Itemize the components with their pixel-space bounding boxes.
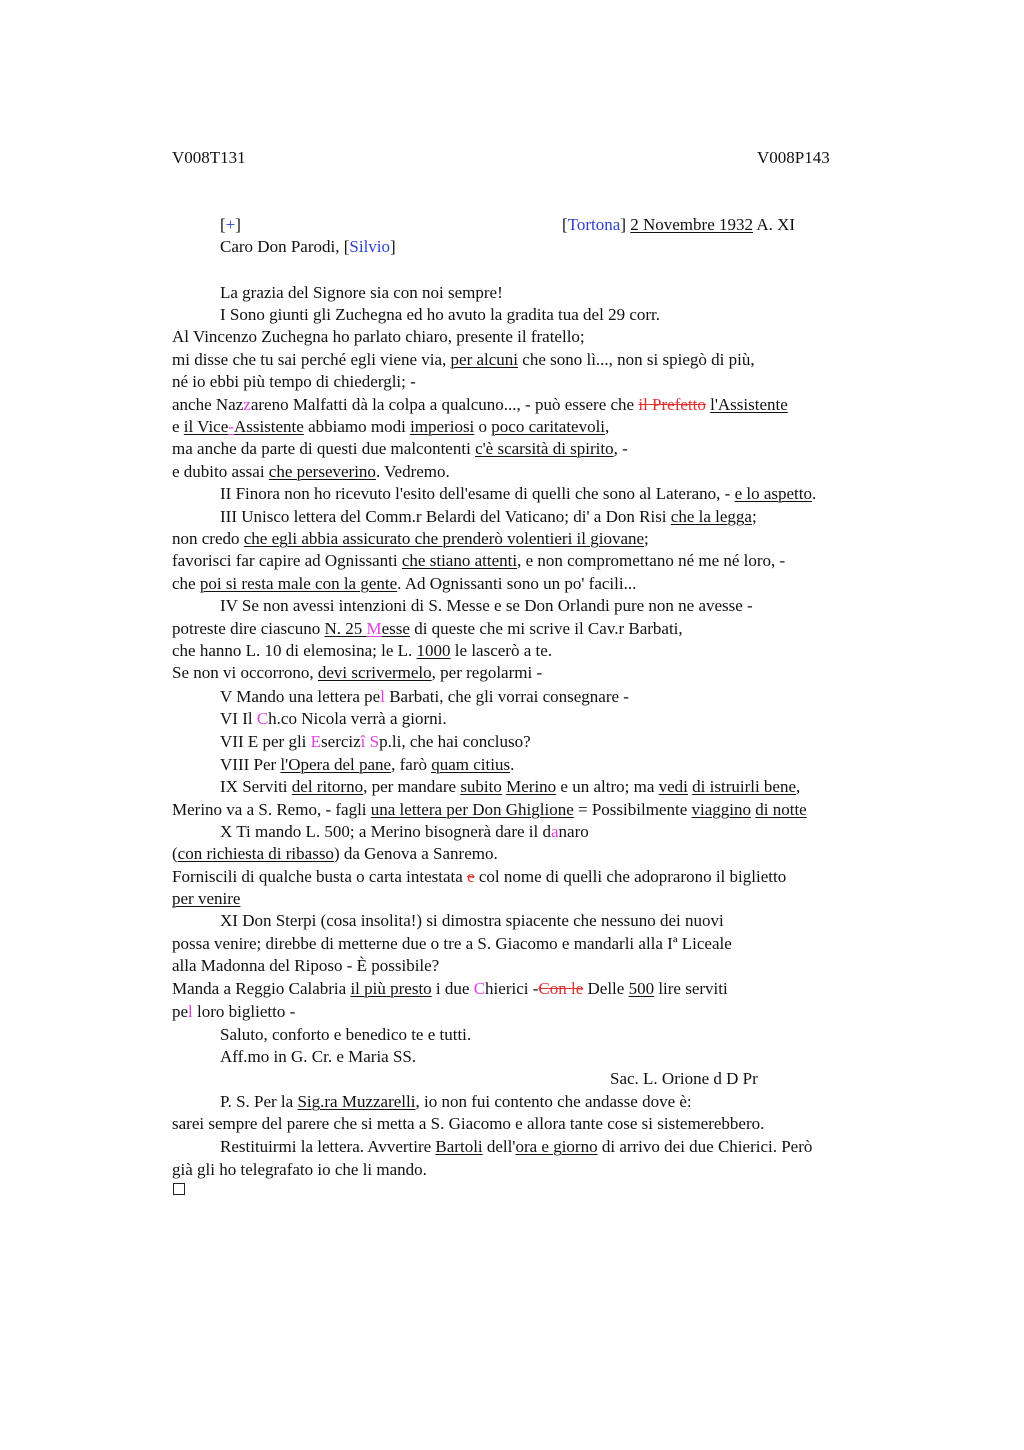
body-line: per venire	[172, 889, 241, 908]
body-line: pel loro biglietto -	[172, 1002, 296, 1021]
body-line: I Sono giunti gli Zuchegna ed ho avuto la gradita tua del 29 corr.	[220, 305, 660, 324]
closing-formula: Aff.mo in G. Cr. e Maria SS.	[220, 1047, 417, 1066]
letter-place-date: [Tortona] 2 Novembre 1932 A. XI	[562, 215, 796, 234]
body-line: VIII Per l'Opera del pane, farò quam citius.	[220, 755, 515, 774]
square-end-mark-icon	[173, 1183, 185, 1195]
postscript-line: P. S. Per la Sig.ra Muzzarelli, io non fui contento che andasse dove è:	[220, 1092, 692, 1111]
body-line: VII E per gli Esercizî Sp.li, che hai concluso?	[220, 732, 531, 751]
body-line: mi disse che tu sai perché egli viene via, per alcuni che sono lì..., non si spiegò di più,	[172, 350, 755, 369]
body-line: X Ti mando L. 500; a Merino bisognerà dare il danaro	[220, 822, 589, 841]
body-line: anche Nazzareno Malfatti dà la colpa a qualcuno..., - può essere che il Prefetto l'Assistente	[172, 395, 788, 414]
postscript-line: sarei sempre del parere che si metta a S. Giacomo e allora tante cose si sistemerebbero.	[172, 1114, 765, 1133]
body-line: e dubito assai che perseverino. Vedremo.	[172, 462, 450, 481]
recipient-name: Silvio	[349, 237, 391, 256]
body-line: III Unisco lettera del Comm.r Belardi del Vaticano; di' a Don Risi che la legga;	[220, 507, 757, 526]
body-line: che poi si resta male con la gente. Ad Ognissanti sono un po' facili...	[172, 574, 637, 593]
letter-date: 2 Novembre 1932	[630, 215, 753, 234]
body-line: VI Il Ch.co Nicola verrà a giorni.	[220, 709, 447, 728]
body-line: e il Vice-Assistente abbiamo modi imperiosi o poco caritatevoli,	[172, 417, 610, 436]
body-line: II Finora non ho ricevuto l'esito dell'esame di quelli che sono al Laterano, - e lo aspetto.	[220, 484, 817, 503]
place-name: Tortona	[567, 215, 621, 234]
deleted-text: Con le	[538, 979, 584, 998]
body-line: alla Madonna del Riposo - È possibile?	[172, 956, 440, 975]
body-line: né io ebbi più tempo di chiedergli; -	[172, 372, 416, 391]
body-line: La grazia del Signore sia con noi sempre!	[220, 283, 503, 302]
body-line: V Mando una lettera pel Barbati, che gli vorrai consegnare -	[220, 687, 629, 706]
body-line: Al Vincenzo Zuchegna ho parlato chiaro, presente il fratello;	[172, 327, 585, 346]
deleted-text: e	[467, 867, 475, 886]
closing-greeting: Saluto, conforto e benedico te e tutti.	[220, 1025, 472, 1044]
body-line: Se non vi occorrono, devi scrivermelo, per regolarmi -	[172, 663, 543, 682]
body-line: ma anche da parte di questi due malcontenti c'è scarsità di spirito, -	[172, 439, 628, 458]
deleted-text: il Prefetto	[638, 395, 706, 414]
postscript-line: Restituirmi la lettera. Avvertire Bartoli dell'ora e giorno di arrivo dei due Chierici. Però	[220, 1137, 813, 1156]
body-line: IX Serviti del ritorno, per mandare subito Merino e un altro; ma vedi di istruirli bene,	[220, 777, 801, 796]
document-code-left: V008T131	[172, 148, 246, 167]
body-line: Manda a Reggio Calabria il più presto i due Chierici -Con le Delle 500 lire serviti	[172, 979, 728, 998]
body-line: potreste dire ciascuno N. 25 Messe di queste che mi scrive il Cav.r Barbati,	[172, 619, 683, 638]
body-line: Merino va a S. Remo, - fagli una lettera per Don Ghiglione = Possibilmente viaggino di notte	[172, 800, 807, 819]
cross-symbol: +	[225, 215, 236, 234]
body-line: (con richiesta di ribasso) da Genova a Sanremo.	[172, 844, 498, 863]
letter-cross-mark: [+]	[220, 215, 241, 234]
postscript-line: già gli ho telegrafato io che li mando.	[172, 1160, 427, 1179]
fascist-era-year: A. XI	[756, 215, 796, 234]
signature: Sac. L. Orione d D Pr	[610, 1069, 758, 1088]
body-line: favorisci far capire ad Ognissanti che stiano attenti, e non compromettano né me né loro, -	[172, 551, 786, 570]
body-line: possa venire; direbbe di metterne due o tre a S. Giacomo e mandarli alla Iª Liceale	[172, 934, 732, 953]
body-line: che hanno L. 10 di elemosina; le L. 1000 le lascerò a te.	[172, 641, 553, 660]
document-code-right: V008P143	[757, 148, 830, 167]
body-line: IV Se non avessi intenzioni di S. Messe e se Don Orlandi pure non ne avesse -	[220, 596, 753, 615]
body-line: XI Don Sterpi (cosa insolita!) si dimostra spiacente che nessuno dei nuovi	[220, 911, 724, 930]
body-line: non credo che egli abbia assicurato che prenderò volentieri il giovane;	[172, 529, 649, 548]
body-line: Forniscili di qualche busta o carta intestata e col nome di quelli che adoprarono il biglietto	[172, 867, 787, 886]
salutation: Caro Don Parodi, [Silvio]	[220, 237, 396, 256]
